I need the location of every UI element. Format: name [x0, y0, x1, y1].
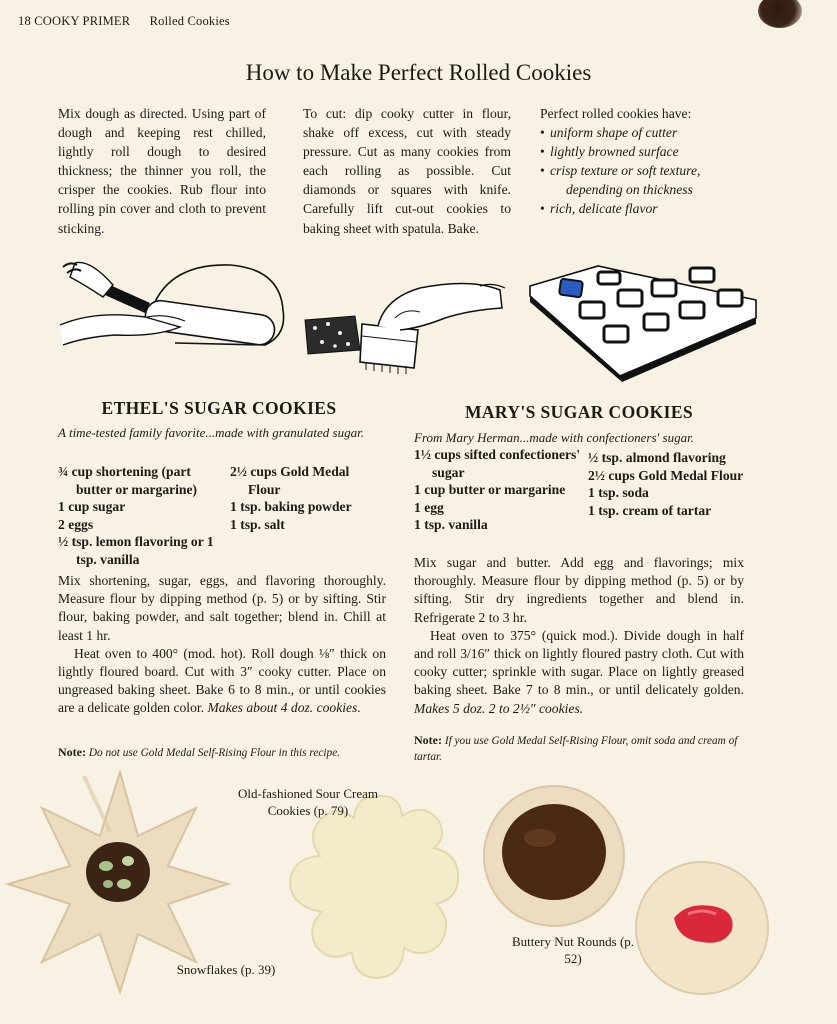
page-title: How to Make Perfect Rolled Cookies: [245, 60, 592, 85]
cutting-instructions: To cut: dip cooky cutter in flour, shake off excess, cut with steady pressure. Cut as many cookies from each rolling as possible. Cut diamonds or squares with knife. Carefully lift cut-out cookies to baking sheet with spatula. Bake.: [303, 106, 511, 236]
ethel-ingredients-right: [230, 463, 380, 533]
nut-round-jam-photo: [632, 858, 772, 998]
ingredient: ½ tsp. almond flavoring: [588, 450, 726, 465]
mary-yield: Makes 5 doz. 2 to 2½″ cookies.: [414, 700, 584, 716]
mary-intro: From Mary Herman...made with confectioners' sugar.: [414, 430, 694, 445]
ingredient: ¾ cup shortening (part butter or margarine): [58, 464, 198, 497]
ingredient: 2½ cups Gold Medal Flour: [588, 467, 744, 483]
ethel-ingredients-left: [58, 463, 228, 569]
list-item: • lightly browned surface: [540, 144, 679, 160]
ethel-method: [58, 572, 386, 718]
page-number: 18: [18, 14, 31, 28]
note-text: If you use Gold Medal Self-Rising Flour, omit soda and cream of tartar.: [414, 735, 738, 763]
nut-rounds-caption: Buttery Nut Rounds (p. 52): [511, 934, 635, 966]
list-item: • uniform shape of cutter: [540, 125, 678, 141]
sour-cream-caption: Old-fashioned Sour Cream Cookies (p. 79): [237, 786, 379, 818]
ethel-yield: Makes about 4 doz. cookies.: [207, 700, 361, 716]
mary-note: [414, 733, 744, 765]
ingredient: 1½ cups sifted confectioners' sugar: [414, 447, 581, 480]
mary-ingredients-left: [414, 446, 584, 534]
list-item: • crisp texture or soft texture,: [540, 163, 701, 179]
cooky-cutter-illustration: [300, 278, 510, 378]
method-paragraph: Mix shortening, sugar, eggs, and flavoring thoroughly. Measure flour by dipping method (p. 5) or by sifting. Stir flour, baking powder, and salt together; blend in. Chill at least 1 hr.: [58, 573, 386, 643]
mary-ingredients-right: [588, 449, 756, 519]
nut-round-chocolate-photo: [480, 782, 628, 930]
coffee-stain: [758, 0, 802, 28]
ethel-recipe-title: ETHEL'S SUGAR COOKIES: [101, 398, 337, 418]
ingredient: 1 cup butter or margarine: [414, 482, 566, 498]
snowflakes-caption: Snowflakes (p. 39): [176, 962, 276, 977]
ingredient: 2 eggs: [58, 516, 94, 532]
ingredient: 1 tsp. cream of tartar: [588, 502, 712, 518]
rolling-pin-illustration: [55, 255, 295, 355]
note-text: Do not use Gold Medal Self-Rising Flour in this recipe.: [88, 747, 341, 759]
list-item: depending on thickness: [566, 182, 693, 198]
ingredient: 1 tsp. soda: [588, 485, 649, 501]
perfect-lead: Perfect rolled cookies have:: [540, 106, 692, 121]
running-header: [18, 14, 230, 29]
ingredient: 1 tsp. vanilla: [414, 517, 488, 533]
baking-sheet-illustration: [528, 258, 758, 384]
note-label: Note:: [414, 733, 442, 747]
book-section: COOKY PRIMER: [34, 14, 131, 28]
ethel-intro: A time-tested family favorite...made with granulated sugar.: [58, 425, 364, 440]
method-paragraph: Mix sugar and butter. Add egg and flavorings; mix thoroughly. Measure flour by dipping method (p. 5) or by sifting. Stir dry ingredients together and blend in. Refrigerate 2 to 3 hr.: [414, 555, 744, 625]
list-item: • rich, delicate flavor: [540, 201, 658, 217]
method-paragraph: Heat oven to 375° (quick mod.). Divide dough in half and roll 3/16″ thick on lightly floured pastry cloth. Cut with cooky cutter; sprinkle with sugar. Place on lightly greased baking sheet. Bake 7 to 8 min., or until delicately golden. Makes 5 doz. 2 to 2½″ cookies.: [414, 627, 744, 716]
method-paragraph: Heat oven to 400° (mod. hot). Roll dough ⅛″ thick on lightly floured board. Cut with 3″ cooky cutter. Place on ungreased baking sheet. Bake 6 to 8 min., or until cookies are a delicate golden color. Makes about 4 doz. cookies.: [58, 645, 386, 716]
chapter-name: Rolled Cookies: [149, 14, 230, 28]
ingredient: 1 tsp. salt: [230, 516, 285, 532]
note-label: Note:: [58, 745, 86, 759]
ethel-note: [58, 745, 388, 762]
perfect-cookies-list: [540, 104, 770, 219]
ingredient: 2½ cups Gold Medal Flour: [230, 464, 350, 497]
ingredient: 1 tsp. baking powder: [230, 499, 352, 515]
rolling-instructions: Mix dough as directed. Using part of dough and keeping rest chilled, lightly roll dough to desired thickness; the thinner you roll, the crisper the cookies. Rub flour into rolling pin cover and cloth to prevent sticking.: [58, 106, 266, 236]
ingredient: ½ tsp. lemon flavoring or 1 tsp. vanilla: [58, 534, 214, 567]
mary-recipe-title: MARY'S SUGAR COOKIES: [464, 402, 694, 422]
ingredient: 1 egg: [414, 499, 444, 515]
mary-method: [414, 554, 744, 718]
ingredient: 1 cup sugar: [58, 499, 126, 515]
